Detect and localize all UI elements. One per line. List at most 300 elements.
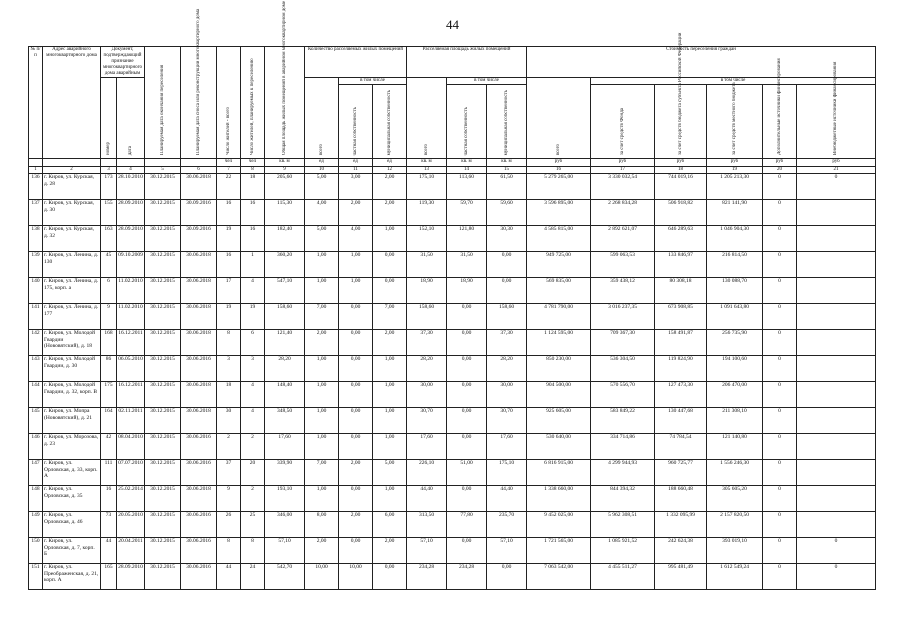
table-cell: 127 473,30 <box>655 382 707 408</box>
table-cell: 0 <box>763 330 797 356</box>
col-number: 19 <box>707 167 763 174</box>
table-cell: 77,80 <box>447 512 487 538</box>
table-row <box>29 304 876 330</box>
table-cell: 1 205 213,30 <box>707 174 763 200</box>
table-cell: 1,00 <box>373 356 407 382</box>
table-cell: 0,00 <box>487 278 527 304</box>
table-cell: 136 <box>29 174 43 200</box>
table-cell: 821 141,90 <box>707 200 763 226</box>
table-cell: 2,00 <box>373 538 407 564</box>
table-cell <box>797 486 876 512</box>
table-cell: 09.10.2009 <box>117 252 145 278</box>
col-number: 2 <box>43 167 101 174</box>
table-cell: 0,00 <box>447 434 487 460</box>
table-cell: 205,60 <box>265 174 305 200</box>
table-cell: 530 640,00 <box>527 434 591 460</box>
table-cell: 1,00 <box>305 252 339 278</box>
table-cell: 25.02.2014 <box>117 486 145 512</box>
address-cell: г. Киров, ул. Курская, д. 30 <box>43 200 101 226</box>
table-cell: 0,00 <box>339 304 373 330</box>
table-cell: 850 230,00 <box>527 356 591 382</box>
table-cell: 11.02.2010 <box>117 304 145 330</box>
table-cell: 0 <box>763 174 797 200</box>
table-cell: 0 <box>763 278 797 304</box>
table-cell: 20.05.2010 <box>117 512 145 538</box>
table-cell: 17,60 <box>265 434 305 460</box>
table-cell: 30.09.2016 <box>181 200 217 226</box>
table-cell: 19 <box>217 226 241 252</box>
table-cell: 216 814,50 <box>707 252 763 278</box>
table-cell: 0 <box>763 304 797 330</box>
hdr-cost-local: за счет средств местного бюджета <box>707 85 763 159</box>
table-cell: 138 <box>29 226 43 252</box>
table-cell: 148,40 <box>265 382 305 408</box>
table-cell: 57,10 <box>265 538 305 564</box>
table-cell: 30.12.2015 <box>145 304 181 330</box>
address-cell: г. Киров, ул. Молодой Гвардии (Нововятский), д. 18 <box>43 330 101 356</box>
col-number: 17 <box>591 167 655 174</box>
table-cell: 10,00 <box>339 564 373 590</box>
table-cell: 2 <box>241 486 265 512</box>
hdr-rooms-municipal: муниципальная собственность <box>373 85 407 159</box>
hdr-residents-total: Число жителей - всего <box>217 47 241 159</box>
table-cell: 547,10 <box>265 278 305 304</box>
table-cell: 152,10 <box>407 226 447 252</box>
table-cell: 570 556,70 <box>591 382 655 408</box>
table-cell: 9 452 025,00 <box>527 512 591 538</box>
table-cell: 0,00 <box>487 252 527 278</box>
table-cell: 0 <box>763 486 797 512</box>
hdr-rooms-private: частная собственность <box>339 85 373 159</box>
table-row <box>29 460 876 486</box>
table-cell: 188 660,48 <box>655 486 707 512</box>
table-cell: 30.06.2018 <box>181 408 217 434</box>
table-cell <box>797 512 876 538</box>
units-row <box>29 159 876 167</box>
table-cell: 673 908,85 <box>655 304 707 330</box>
table-cell: 30.06.2016 <box>181 356 217 382</box>
table-cell: 74 784,54 <box>655 434 707 460</box>
table-cell: 133 846,97 <box>655 252 707 278</box>
table-cell: 904 500,00 <box>527 382 591 408</box>
address-cell: г. Киров, ул. Курская, д. 28 <box>43 174 101 200</box>
table-cell: 234,28 <box>407 564 447 590</box>
table-cell: 0,00 <box>447 382 487 408</box>
table-cell: 2 268 834,28 <box>591 200 655 226</box>
table-cell: 393 019,10 <box>707 538 763 564</box>
table-cell: 1,00 <box>373 226 407 252</box>
address-cell: г. Киров, ул. Орловская, д. 33, корп. А <box>43 460 101 486</box>
table-cell: 1,00 <box>373 408 407 434</box>
table-cell: 359 438,12 <box>591 278 655 304</box>
table-cell: 175,10 <box>407 174 447 200</box>
table-cell: 1,00 <box>305 486 339 512</box>
table-cell: 19 <box>241 304 265 330</box>
table-cell: 536 304,50 <box>591 356 655 382</box>
table-cell: 121 140,80 <box>707 434 763 460</box>
table-cell: 7 063 542,00 <box>527 564 591 590</box>
table-cell: 16.12.2011 <box>117 330 145 356</box>
table-cell: 80 308,18 <box>655 278 707 304</box>
table-cell: 0,00 <box>373 278 407 304</box>
unit-cell: чел <box>217 159 241 167</box>
table-cell: 0 <box>763 408 797 434</box>
table-cell: 30.12.2015 <box>145 330 181 356</box>
hdr-rooms-count: Количество расселяемых жилых помещений <box>305 47 407 78</box>
table-cell: 0,00 <box>339 382 373 408</box>
hdr-planned-resettlement-end: Планируемая дата окончания переселения <box>145 47 181 159</box>
address-cell: г. Киров, ул. Ленина, д. 175, корп. а <box>43 278 101 304</box>
table-row <box>29 356 876 382</box>
address-cell: г. Киров, ул. Курская, д. 32 <box>43 226 101 252</box>
table-cell: 30.12.2015 <box>145 252 181 278</box>
table-cell: 0,00 <box>339 408 373 434</box>
table-cell: 25 <box>241 512 265 538</box>
table-cell: 2,00 <box>339 200 373 226</box>
table-cell: 6 816 915,00 <box>527 460 591 486</box>
col-number: 18 <box>655 167 707 174</box>
table-cell: 59,70 <box>447 200 487 226</box>
table-cell: 137 <box>29 200 43 226</box>
table-cell: 16 <box>217 200 241 226</box>
hdr-residents-planned: Число жителей, планируемых к переселению <box>241 47 265 159</box>
table-cell: 0 <box>797 564 876 590</box>
table-cell: 28,20 <box>265 356 305 382</box>
table-row <box>29 434 876 460</box>
address-cell: г. Киров, ул. Орловская, д. 46 <box>43 512 101 538</box>
table-cell: 02.11.2011 <box>117 408 145 434</box>
table-cell: 0,00 <box>339 434 373 460</box>
col-number: 5 <box>145 167 181 174</box>
table-cell: 334 714,86 <box>591 434 655 460</box>
table-cell: 30.12.2015 <box>145 356 181 382</box>
table-cell: 3 <box>217 356 241 382</box>
table-cell: 16 <box>101 486 117 512</box>
table-cell: 0 <box>763 356 797 382</box>
table-cell: 145 <box>29 408 43 434</box>
table-cell: 1 091 643,80 <box>707 304 763 330</box>
table-cell: 37,30 <box>487 330 527 356</box>
table-cell: 0 <box>763 226 797 252</box>
table-cell: 1,00 <box>373 434 407 460</box>
table-cell: 168 <box>101 330 117 356</box>
table-cell: 7,00 <box>373 304 407 330</box>
unit-cell: кв. м <box>487 159 527 167</box>
table-cell: 42 <box>101 434 117 460</box>
table-cell: 20.04.2011 <box>117 538 145 564</box>
table-cell: 30.12.2015 <box>145 512 181 538</box>
unit-cell: чел <box>241 159 265 167</box>
table-cell: 5,00 <box>305 226 339 252</box>
table-cell: 30.12.2015 <box>145 486 181 512</box>
table-cell: 5 279 265,00 <box>527 174 591 200</box>
table-cell: 8 <box>217 538 241 564</box>
table-cell: 8,00 <box>305 512 339 538</box>
table-cell: 31,50 <box>407 252 447 278</box>
table-cell: 30.12.2015 <box>145 200 181 226</box>
table-cell: 30.12.2015 <box>145 538 181 564</box>
unit-cell: руб <box>591 159 655 167</box>
table-cell: 0 <box>797 538 876 564</box>
table-cell: 1 612 549,24 <box>707 564 763 590</box>
table-cell: 0,00 <box>447 356 487 382</box>
table-cell: 995 481,49 <box>655 564 707 590</box>
table-cell <box>797 278 876 304</box>
table-cell: 141 <box>29 304 43 330</box>
hdr-rooms-area: Расселяемая площадь жилых помещений <box>407 47 527 78</box>
col-number: 1 <box>29 167 43 174</box>
table-cell: 0 <box>763 252 797 278</box>
table-cell: 1 085 921,52 <box>591 538 655 564</box>
table-cell: 17,60 <box>487 434 527 460</box>
table-cell: 30,00 <box>407 382 447 408</box>
table-cell: 158,60 <box>487 304 527 330</box>
hdr-rooms-incl: в том числе <box>339 78 407 85</box>
table-cell: 113,60 <box>447 174 487 200</box>
table-cell: 0,00 <box>447 538 487 564</box>
table-cell: 30,00 <box>487 382 527 408</box>
table-cell: 6 <box>101 278 117 304</box>
table-cell: 2 157 820,50 <box>707 512 763 538</box>
table-cell: 44 <box>217 564 241 590</box>
page-number: 44 <box>446 17 459 32</box>
table-cell: 158 491,87 <box>655 330 707 356</box>
col-number: 13 <box>407 167 447 174</box>
table-cell: 0 <box>763 538 797 564</box>
hdr-area-private: частная собственность <box>447 85 487 159</box>
hdr-total-area: Общая площадь жилых помещений в аварийном многоквартирном доме <box>265 47 305 159</box>
table-cell: 37 <box>217 460 241 486</box>
table-cell: 115,30 <box>265 200 305 226</box>
table-cell: 1,00 <box>305 434 339 460</box>
table-cell: 30.06.2016 <box>181 538 217 564</box>
col-number: 7 <box>217 167 241 174</box>
table-cell: 360,20 <box>265 252 305 278</box>
table-cell: 646 289,63 <box>655 226 707 252</box>
hdr-doc-number: номер <box>101 78 117 159</box>
address-cell: г. Киров, ул. Ленина, д. 130 <box>43 252 101 278</box>
table-cell: 57,10 <box>407 538 447 564</box>
table-cell: 2 892 621,07 <box>591 226 655 252</box>
table-cell: 1 124 595,00 <box>527 330 591 356</box>
unit-cell: ед <box>373 159 407 167</box>
table-cell: 4 299 944,93 <box>591 460 655 486</box>
table-cell: 7,00 <box>305 304 339 330</box>
table-cell: 1,00 <box>305 278 339 304</box>
table-cell: 256 735,90 <box>707 330 763 356</box>
table-cell: 119 824,90 <box>655 356 707 382</box>
col-number: 6 <box>181 167 217 174</box>
unit-cell: ед <box>339 159 373 167</box>
table-cell: 0,00 <box>373 564 407 590</box>
table-cell: 569 835,00 <box>527 278 591 304</box>
table-cell: 0,00 <box>447 304 487 330</box>
table-cell: 1,00 <box>305 408 339 434</box>
hdr-planned-demolition: Планируемая дата сноса или реконструкции многоквартирного дома <box>181 47 217 159</box>
table-cell: 226,10 <box>407 460 447 486</box>
col-number: 12 <box>373 167 407 174</box>
col-number: 20 <box>763 167 797 174</box>
table-cell: 949 725,00 <box>527 252 591 278</box>
table-cell: 0,00 <box>339 486 373 512</box>
table-cell: 44 <box>101 538 117 564</box>
table-cell: 8 <box>217 330 241 356</box>
hdr-cost-subject: за счет средств бюджета субъекта Российской Федерации <box>655 85 707 159</box>
table-cell: 30.12.2015 <box>145 564 181 590</box>
table-cell: 0,00 <box>487 564 527 590</box>
table-cell: 211 308,10 <box>707 408 763 434</box>
table-cell: 2,00 <box>305 538 339 564</box>
table-row <box>29 382 876 408</box>
unit-cell: руб <box>655 159 707 167</box>
table-cell <box>797 200 876 226</box>
table-cell: 206 470,00 <box>707 382 763 408</box>
table-cell: 18 <box>217 382 241 408</box>
table-cell: 57,10 <box>487 538 527 564</box>
address-cell: г. Киров, ул. Орловская, д. 35 <box>43 486 101 512</box>
table-cell: 16 <box>241 200 265 226</box>
table-cell: 3 596 895,00 <box>527 200 591 226</box>
unit-cell: кв. м <box>447 159 487 167</box>
table-cell: 119,30 <box>407 200 447 226</box>
unit-cell <box>181 159 217 167</box>
table-cell: 30.12.2015 <box>145 408 181 434</box>
table-row <box>29 278 876 304</box>
table-cell: 30.06.2018 <box>181 174 217 200</box>
table-cell: 163 <box>101 226 117 252</box>
col-number: 11 <box>339 167 373 174</box>
table-cell: 542,70 <box>265 564 305 590</box>
table-cell: 5,00 <box>373 460 407 486</box>
table-cell: 86 <box>101 356 117 382</box>
hdr-document: Документ, подтверждающий признание многоквартирного дома аварийным <box>101 47 145 78</box>
table-cell: 28,20 <box>487 356 527 382</box>
table-cell: 5,00 <box>305 174 339 200</box>
table-cell: 151 <box>29 564 43 590</box>
table-cell: 30.12.2015 <box>145 174 181 200</box>
table-cell: 28.09.2010 <box>117 226 145 252</box>
table-cell: 158,60 <box>407 304 447 330</box>
table-cell: 121,80 <box>447 226 487 252</box>
table-cell: 30.12.2015 <box>145 382 181 408</box>
table-cell: 28.10.2010 <box>117 174 145 200</box>
address-cell: г. Киров, ул. Молодой Гвардии, д. 32, корп. В <box>43 382 101 408</box>
address-cell: г. Киров, ул. Мопра (Нововятский), д. 21 <box>43 408 101 434</box>
table-cell: 583 849,22 <box>591 408 655 434</box>
table-cell: 194 100,60 <box>707 356 763 382</box>
table-cell: 147 <box>29 460 43 486</box>
table-cell: 4 781 790,00 <box>527 304 591 330</box>
table-cell: 148 <box>29 486 43 512</box>
table-row <box>29 200 876 226</box>
table-cell: 31,50 <box>447 252 487 278</box>
table-body <box>29 174 876 590</box>
table-cell: 30.06.2018 <box>181 330 217 356</box>
hdr-area-municipal: муниципальная собственность <box>487 85 527 159</box>
table-cell: 20 <box>241 460 265 486</box>
table-cell: 2 <box>241 434 265 460</box>
hdr-cost-incl: в том числе <box>591 78 876 85</box>
table-cell: 37,30 <box>407 330 447 356</box>
table-row <box>29 538 876 564</box>
table-cell: 45 <box>101 252 117 278</box>
table-cell: 0,00 <box>339 356 373 382</box>
table-cell: 44,40 <box>407 486 447 512</box>
table-cell: 1,00 <box>373 382 407 408</box>
hdr-cost-total: всего <box>527 78 591 159</box>
table-cell: 0 <box>797 174 876 200</box>
table-cell: 3 016 237,35 <box>591 304 655 330</box>
table-cell: 08.04.2010 <box>117 434 145 460</box>
table-cell: 30,30 <box>487 226 527 252</box>
col-number: 15 <box>487 167 527 174</box>
table-row <box>29 174 876 200</box>
table-cell: 51,00 <box>447 460 487 486</box>
table-cell: 234,28 <box>447 564 487 590</box>
table-cell: 61,50 <box>487 174 527 200</box>
table-cell: 193,10 <box>265 486 305 512</box>
table-cell: 130 447,68 <box>655 408 707 434</box>
unit-cell: руб <box>763 159 797 167</box>
table-cell: 599 063,53 <box>591 252 655 278</box>
table-cell: 1,00 <box>373 486 407 512</box>
table-cell: 11.02.2010 <box>117 278 145 304</box>
unit-cell: руб <box>707 159 763 167</box>
table-cell: 0 <box>763 382 797 408</box>
table-cell: 30.06.2016 <box>181 434 217 460</box>
table-cell: 26 <box>217 512 241 538</box>
hdr-cost-extra: Дополнительные источники финансирования <box>763 85 797 159</box>
table-cell: 16 <box>241 226 265 252</box>
table-cell: 3 330 032,54 <box>591 174 655 200</box>
resettlement-table <box>28 0 876 590</box>
table-cell <box>797 252 876 278</box>
table-cell: 30.09.2016 <box>181 226 217 252</box>
table-cell: 4 455 511,27 <box>591 564 655 590</box>
table-cell: 0 <box>763 564 797 590</box>
table-cell: 346,00 <box>265 512 305 538</box>
table-cell: 0,00 <box>339 538 373 564</box>
table-cell: 4 585 815,00 <box>527 226 591 252</box>
table-cell: 6 <box>241 330 265 356</box>
table-cell: 140 <box>29 278 43 304</box>
table-cell: 30.06.2018 <box>181 304 217 330</box>
table-cell: 1,00 <box>305 382 339 408</box>
hdr-cost: Стоимость переселения граждан <box>527 47 876 78</box>
table-cell <box>797 408 876 434</box>
col-number: 4 <box>117 167 145 174</box>
table-cell: 0 <box>763 512 797 538</box>
table-cell: 30.06.2018 <box>181 382 217 408</box>
table-cell: 2,00 <box>339 512 373 538</box>
table-cell: 173 <box>101 174 117 200</box>
table-row <box>29 512 876 538</box>
table-cell: 0 <box>763 434 797 460</box>
table-cell: 130 088,70 <box>707 278 763 304</box>
table-cell: 18,90 <box>447 278 487 304</box>
table-cell: 0,00 <box>373 252 407 278</box>
table-cell: 28.09.2010 <box>117 564 145 590</box>
table-cell: 305 605,20 <box>707 486 763 512</box>
table-cell: 16.12.2011 <box>117 382 145 408</box>
table-row <box>29 252 876 278</box>
table-cell: 3 <box>241 356 265 382</box>
table-cell: 30.06.2018 <box>181 486 217 512</box>
table-cell: 4 <box>241 408 265 434</box>
table-cell: 143 <box>29 356 43 382</box>
table-cell: 111 <box>101 460 117 486</box>
table-cell: 73 <box>101 512 117 538</box>
